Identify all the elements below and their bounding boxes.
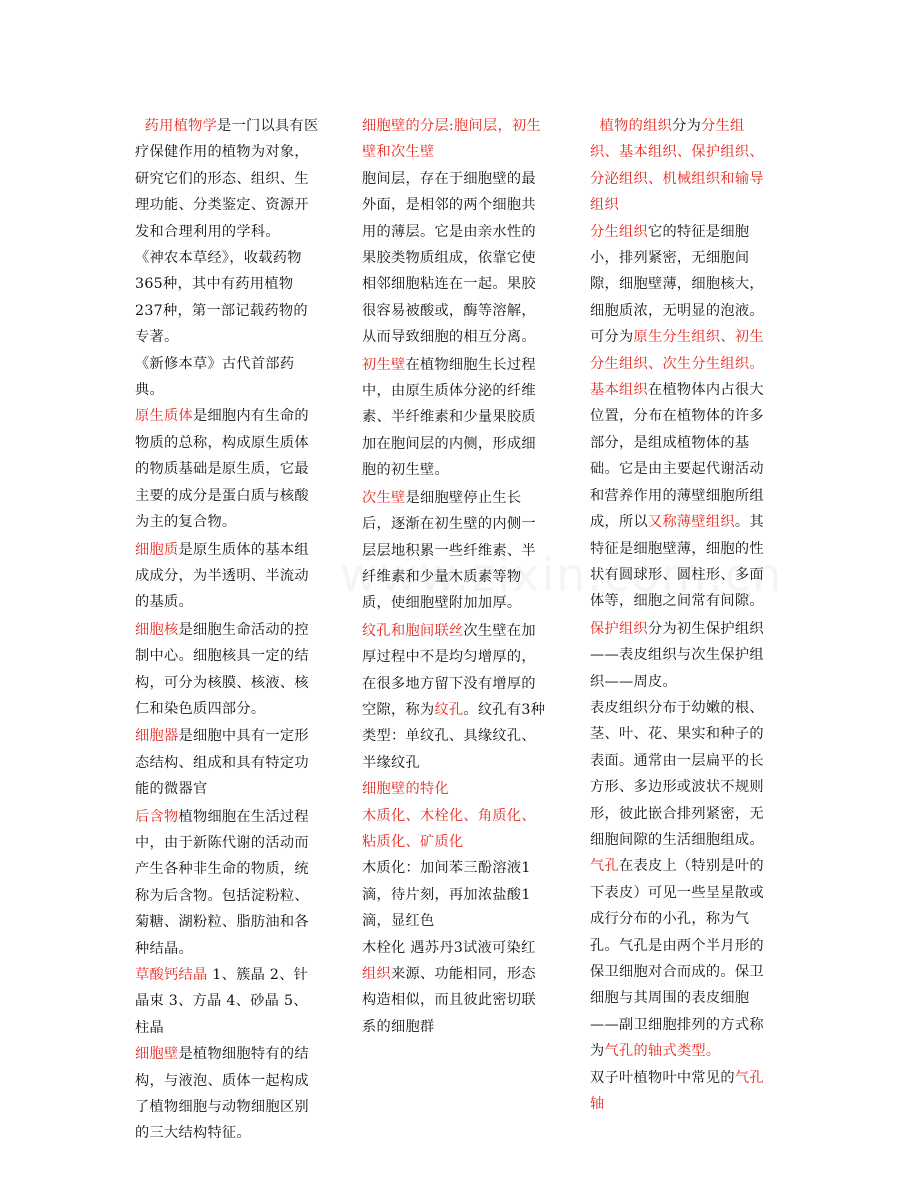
para-cytoplasm: 细胞质是原生质体的基本组成成分，为半透明、半流动的基质。 bbox=[135, 541, 309, 611]
para-protoplast: 原生质体是细胞内有生命的物质的总称，构成原生质体的物质基础是原生质，它最主要的成分是蛋白质与核酸为主的复合物。 bbox=[135, 408, 309, 531]
para-xinxiu: 《新修本草》古代首部药典。 bbox=[135, 355, 295, 399]
para-cell-wall: 细胞壁是植物细胞特有的结构，与液泡、质体一起构成了植物细胞与动物细胞区别的三大结构特征。 bbox=[135, 1046, 309, 1142]
column-2 bbox=[362, 113, 550, 1040]
para-organelle: 细胞器是细胞中具有一定形态结构、组成和具有特定功能的微器官 bbox=[135, 728, 309, 798]
list-wall-specialization: 木质化、木栓化、角质化、粘质化、矿质化 bbox=[362, 807, 536, 850]
term-cell-wall: 细胞壁 bbox=[135, 1046, 179, 1063]
term-pits-plasmodesmata: 纹孔和胞间联丝 bbox=[362, 622, 464, 639]
term-organelle: 细胞器 bbox=[135, 728, 179, 745]
term-secondary-wall: 次生壁 bbox=[362, 489, 406, 506]
para-dicot-stomata: 双子叶植物叶中常见的气孔轴 bbox=[590, 1069, 764, 1113]
para-lignification: 木质化：加间苯三酚溶液1滴，待片刻，再加浓盐酸1滴，显红色 bbox=[362, 860, 531, 930]
term-protective-tissue: 保护组织 bbox=[590, 620, 648, 637]
column-3 bbox=[590, 113, 772, 1117]
para-pharmaceutical-botany: 药用植物学是一门以具有医疗保健作用的植物为对象，研究它们的形态、组织、生理功能、分类鉴定、资源开发和合理利用的学科。 bbox=[135, 118, 319, 240]
term-primary-wall: 初生壁 bbox=[362, 356, 406, 373]
term-tissue: 组织 bbox=[362, 966, 391, 982]
para-ergastic: 后含物植物细胞在生活过程中，由于新陈代谢的活动而产生各种非生命的物质，统称为后含物。包括淀粉粒、菊糖、湖粉粒、脂肪油和各种结晶。 bbox=[135, 808, 309, 957]
column-1 bbox=[135, 113, 321, 1147]
para-protective-tissue: 保护组织分为初生保护组织——表皮组织与次生保护组织——周皮。 bbox=[590, 620, 764, 690]
heading-wall-specialization: 细胞壁的特化 bbox=[362, 781, 449, 798]
para-stomata: 气孔在表皮上（特别是叶的下表皮）可见一些呈星散或成行分布的小孔，称为气孔。气孔是由两个半月形的保卫细胞对合而成的。保卫细胞与其周围的表皮细胞——副卫细胞排列的方式称为气孔的轴式类型。 bbox=[590, 858, 764, 1060]
term-protoplast: 原生质体 bbox=[135, 408, 193, 425]
term-cytoplasm: 细胞质 bbox=[135, 541, 179, 558]
term-stomatal-axis-type: 气孔的轴式类型。 bbox=[604, 1043, 721, 1060]
term-pharmaceutical-botany: 药用植物学 bbox=[144, 118, 218, 134]
para-primary-wall: 初生壁在植物细胞生长过程中，由原生质体分泌的纤维素、半纤维素和少量果胶质加在胞间层的内侧，形成细胞的初生壁。 bbox=[362, 356, 536, 479]
heading-cell-wall-layers: 细胞壁的分层:胞间层，初生壁和次生壁 bbox=[362, 118, 541, 161]
term-nucleus: 细胞核 bbox=[135, 621, 179, 638]
para-nucleus: 细胞核是细胞生命活动的控制中心。细胞核具一定的结构，可分为核膜、核液、核仁和染色质四部分。 bbox=[135, 621, 309, 717]
para-shennong: 《神农本草经》，收载药物365种，其中有药用植物237种，第一部记载药物的专著。 bbox=[135, 250, 308, 346]
term-parenchyma: 又称薄壁组织 bbox=[647, 514, 735, 531]
para-suberization: 木栓化 遇苏丹3试液可染红 bbox=[362, 939, 536, 956]
term-calcium-oxalate: 草酸钙结晶 bbox=[135, 967, 208, 983]
para-meristem: 分生组织它的特征是细胞小，排列紧密，无细胞间隙，细胞壁薄，细胞核大，细胞质浓，无明显的泡液。可分为原生分生组织、初生分生组织、次生分生组织。 bbox=[590, 223, 764, 372]
para-tissue: 组织来源、功能相同，形态构造相似，而且彼此密切联系的细胞群 bbox=[362, 966, 536, 1035]
para-calcium-oxalate: 草酸钙结晶 1、簇晶 2、针晶束 3、方晶 4、砂晶 5、柱晶 bbox=[135, 967, 309, 1036]
para-secondary-wall: 次生壁是细胞壁停止生长后，逐渐在初生壁的内侧一层层地积累一些纤维素、半纤维素和少量木质素等物质，使细胞壁附加加厚。 bbox=[362, 489, 536, 612]
term-pit: 纹孔 bbox=[434, 701, 464, 718]
term-meristem: 分生组织 bbox=[590, 223, 648, 240]
para-pits: 纹孔和胞间联丝次生壁在加厚过程中不是均匀增厚的，在很多地方留下没有增厚的空隙，称为纹孔。纹孔有3种类型：单纹孔、具缘纹孔、半缘纹孔 bbox=[362, 622, 546, 771]
para-plant-tissues: 植物的组织分为分生组织、基本组织、保护组织、分泌组织、机械组织和输导组织 bbox=[590, 118, 764, 214]
para-middle-lamella: 胞间层，存在于细胞壁的最外面，是相邻的两个细胞共用的薄层。它是由亲水性的果胶类物质组成，依靠它使相邻细胞粘连在一起。果胶很容易被酸或，酶等溶解，从而导致细胞的相互分离。 bbox=[362, 170, 536, 346]
term-ground-tissue: 基本组织 bbox=[590, 382, 648, 399]
para-ground-tissue: 基本组织在植物体内占很大位置，分布在植物体的许多部分，是组成植物体的基础。它是由主要起代谢活动和营养作用的薄壁细胞所组成，所以又称薄壁组织。其特征是细胞壁薄，细胞的性状有圆球形、圆柱形、多面体等，细胞之间常有间隙。 bbox=[590, 382, 764, 610]
term-stomata: 气孔 bbox=[590, 858, 619, 875]
term-plant-tissues: 植物的组织 bbox=[599, 118, 673, 134]
term-ergastic: 后含物 bbox=[135, 808, 179, 825]
para-epidermis: 表皮组织分布于幼嫩的根、茎、叶、花、果实和种子的表面。通常由一层扁平的长方形、多边形或波状不规则形，彼此嵌合排列紧密，无细胞间隙的生活细胞组成。 bbox=[590, 699, 764, 848]
